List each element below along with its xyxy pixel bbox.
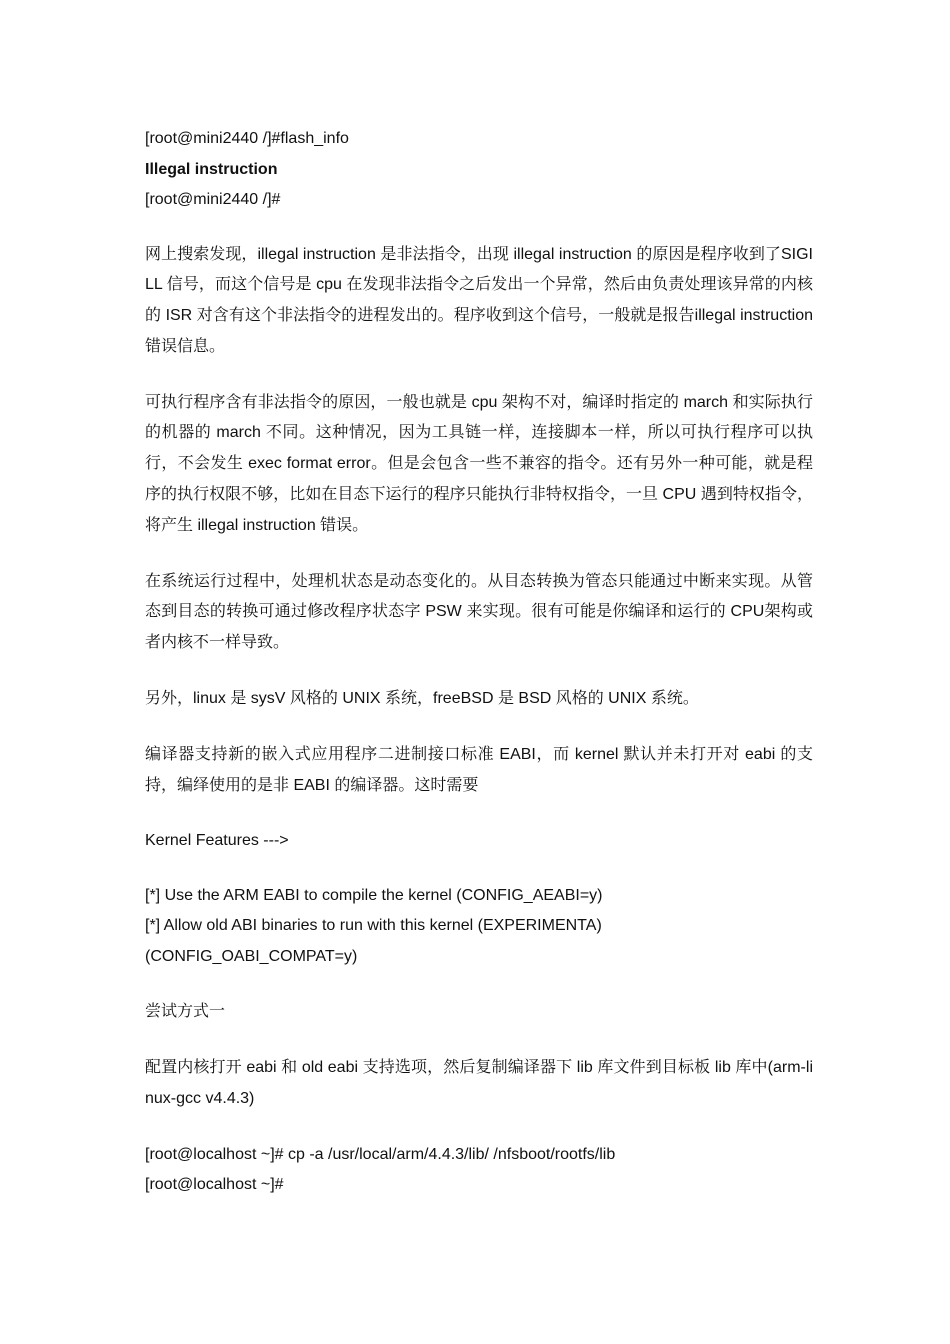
section-heading: 尝试方式一 xyxy=(145,1003,226,1021)
command-line: [root@mini2440 /]#flash_info xyxy=(145,130,349,147)
copy-command-line: [root@localhost ~]# cp -a /usr/local/arm/4.4.3/lib/ /nfsboot/rootfs/lib xyxy=(145,1145,616,1163)
paragraph-cause: 可执行程序含有非法指令的原因，一般也就是 cpu 架构不对，编译时指定的 march 和实际执行的机器的 march 不同。这种情况，因为工具链一样，连接脚本一样，所以可执行程序可以执行，不会发生 exec format error。但是会包含一些不兼容的指令。还有另外一种可能，就是程序的执行权限不够，比如在目态下运行的程序只能执行非特权指令，一旦 CPU 遇到特权指令，将产生 illegal instruction 错误。 xyxy=(145,393,813,534)
kernel-option-oabi-config: (CONFIG_OABI_COMPAT=y) xyxy=(145,947,358,965)
command-prompt-end: [root@localhost ~]# xyxy=(145,1176,284,1194)
paragraph-illegal-instruction: 网上搜索发现，illegal instruction 是非法指令，出现 illegal instruction 的原因是程序收到了SIGILL 信号，而这个信号是 cpu 在发现非法指令之后发出一个异常，然后由负责处理该异常的内核的 ISR 对含有这个非法指令的进程发出的。程序收到这个信号，一般就是报告illegal instruction 错误信息。 xyxy=(145,245,813,355)
kernel-option-aeabi: [*] Use the ARM EABI to compile the kernel (CONFIG_AEABI=y) xyxy=(145,886,603,904)
paragraph-processor-state: 在系统运行过程中，处理机状态是动态变化的。从目态转换为管态只能通过中断来实现。从管态到目态的转换可通过修改程序状态字 PSW 来实现。很有可能是你编译和运行的 CPU架构或者内核不一样导致。 xyxy=(145,572,813,652)
kernel-features-menu: Kernel Features ---> xyxy=(145,832,289,850)
command-prompt: [root@mini2440 /]# xyxy=(145,191,281,208)
paragraph-config-steps: 配置内核打开 eabi 和 old eabi 支持选项，然后复制编译器下 lib 库文件到目标板 lib 库中(arm-linux-gcc v4.4.3) xyxy=(145,1058,813,1107)
document-body xyxy=(145,124,813,1201)
paragraph-eabi: 编译器支持新的嵌入式应用程序二进制接口标准 EABI，而 kernel 默认并未打开对 eabi 的支持，编绎使用的是非 EABI 的编译器。这时需要 xyxy=(145,745,813,794)
error-output: Illegal instruction xyxy=(145,160,278,178)
kernel-option-oabi: [*] Allow old ABI binaries to run with this kernel (EXPERIMENTA) xyxy=(145,917,602,935)
paragraph-unix-styles: 另外，linux 是 sysV 风格的 UNIX 系统，freeBSD 是 BSD 风格的 UNIX 系统。 xyxy=(145,690,699,708)
